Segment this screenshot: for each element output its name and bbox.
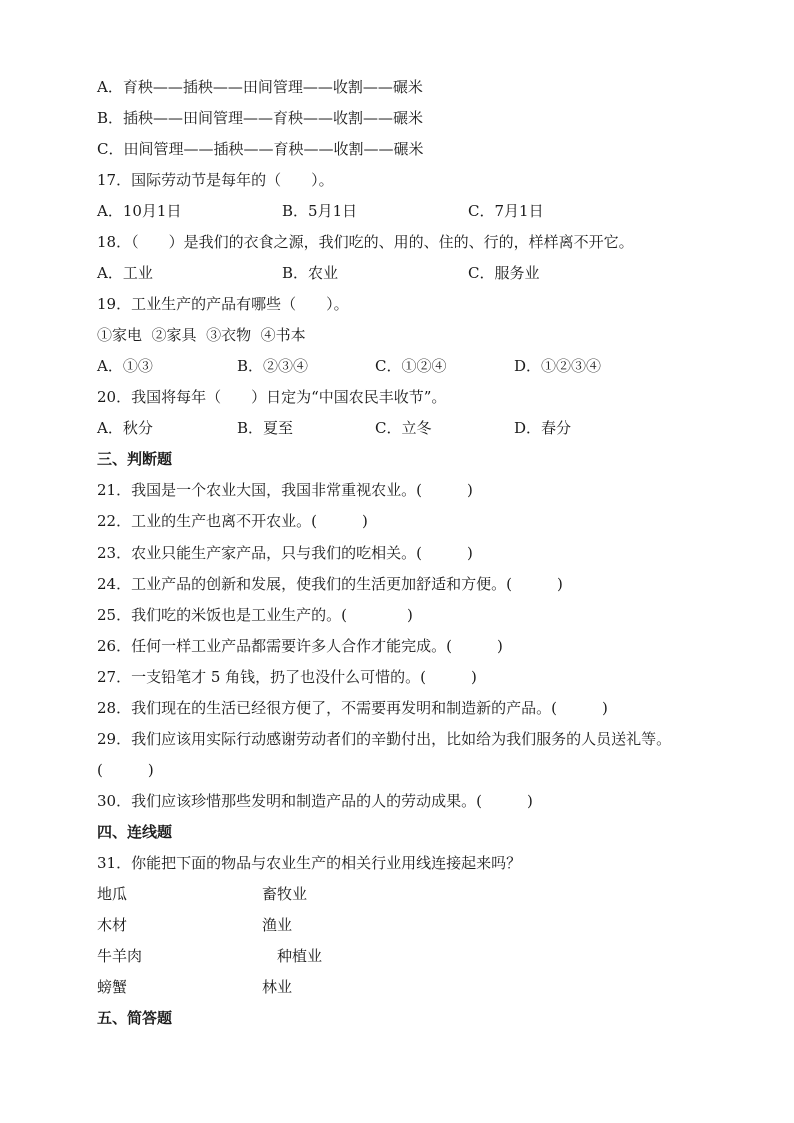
- match-right-item: 渔业: [262, 916, 293, 934]
- q17-options: [97, 201, 544, 221]
- q17-option-a: A．10月1日: [97, 202, 182, 220]
- judgment-item: 24．工业产品的创新和发展，使我们的生活更加舒适和方便。( ): [97, 575, 563, 593]
- judgment-item: 22．工业的生产也离不开农业。( ): [97, 512, 368, 530]
- q16-option-c: C．田间管理——插秧——育秧——收割——碾米: [97, 140, 424, 158]
- q18-option-c: C．服务业: [468, 264, 540, 282]
- q20-option-b: B．夏至: [237, 419, 294, 437]
- match-left-item: 螃蟹: [97, 978, 128, 996]
- q29-blank: ( ): [97, 761, 154, 779]
- q17-stem: 17．国际劳动节是每年的（ ）。: [97, 171, 334, 189]
- q19-option-c: C．①②④: [375, 357, 447, 375]
- judgment-item: 28．我们现在的生活已经很方便了，不需要再发明和制造新的产品。( ): [97, 699, 608, 717]
- q18-option-a: A．工业: [97, 264, 153, 282]
- judgment-item: 21．我国是一个农业大国，我国非常重视农业。( ): [97, 481, 473, 499]
- q16-option-a: A．育秧——插秧——田间管理——收割——碾米: [97, 78, 423, 96]
- match-left-item: 木材: [97, 916, 128, 934]
- q20-option-d: D．春分: [514, 419, 572, 437]
- q18-option-b: B．农业: [282, 264, 339, 282]
- q19-option-a: A．①③: [97, 357, 153, 375]
- judgment-item: 27．一支铅笔才 5 角钱，扔了也没什么可惜的。( ): [97, 668, 477, 686]
- section-3-title: 三、判断题: [97, 450, 173, 468]
- section-5-title: 五、简答题: [97, 1009, 173, 1027]
- q19-options: [97, 356, 602, 376]
- q19-stem: 19．工业生产的产品有哪些（ ）。: [97, 295, 349, 313]
- match-right-item: 林业: [262, 978, 293, 996]
- judgment-item: 23．农业只能生产家产品，只与我们的吃相关。( ): [97, 544, 473, 562]
- q30-stem: 30．我们应该珍惜那些发明和制造产品的人的劳动成果。( ): [97, 792, 533, 810]
- match-left-item: 牛羊肉: [97, 947, 143, 965]
- match-right-item: 畜牧业: [262, 885, 308, 903]
- q29-stem: 29．我们应该用实际行动感谢劳动者们的辛勤付出，比如给为我们服务的人员送礼等。: [97, 730, 672, 748]
- q18-options: [97, 263, 540, 283]
- q19-items: ①家电 ②家具 ③衣物 ④书本: [97, 326, 306, 344]
- q31-stem: 31．你能把下面的物品与农业生产的相关行业用线连接起来吗？: [97, 854, 522, 872]
- q20-option-c: C．立冬: [375, 419, 432, 437]
- judgment-item: 26．任何一样工业产品都需要许多人合作才能完成。( ): [97, 637, 503, 655]
- q16-option-b: B．插秧——田间管理——育秧——收割——碾米: [97, 109, 424, 127]
- q20-options: [97, 418, 572, 438]
- judgment-item: 25．我们吃的米饭也是工业生产的。( ): [97, 606, 413, 624]
- q17-option-b: B．5月1日: [282, 202, 358, 220]
- q20-option-a: A．秋分: [97, 419, 153, 437]
- q19-option-d: D．①②③④: [514, 357, 602, 375]
- match-right-item: 种植业: [277, 947, 323, 965]
- section-4-title: 四、连线题: [97, 823, 173, 841]
- q17-option-c: C．7月1日: [468, 202, 544, 220]
- match-left-item: 地瓜: [97, 885, 128, 903]
- q18-stem: 18．（ ）是我们的衣食之源，我们吃的、用的、住的、行的，样样离不开它。: [97, 233, 634, 251]
- q19-option-b: B．②③④: [237, 357, 309, 375]
- q20-stem: 20．我国将每年（ ）日定为“中国农民丰收节”。: [97, 388, 447, 406]
